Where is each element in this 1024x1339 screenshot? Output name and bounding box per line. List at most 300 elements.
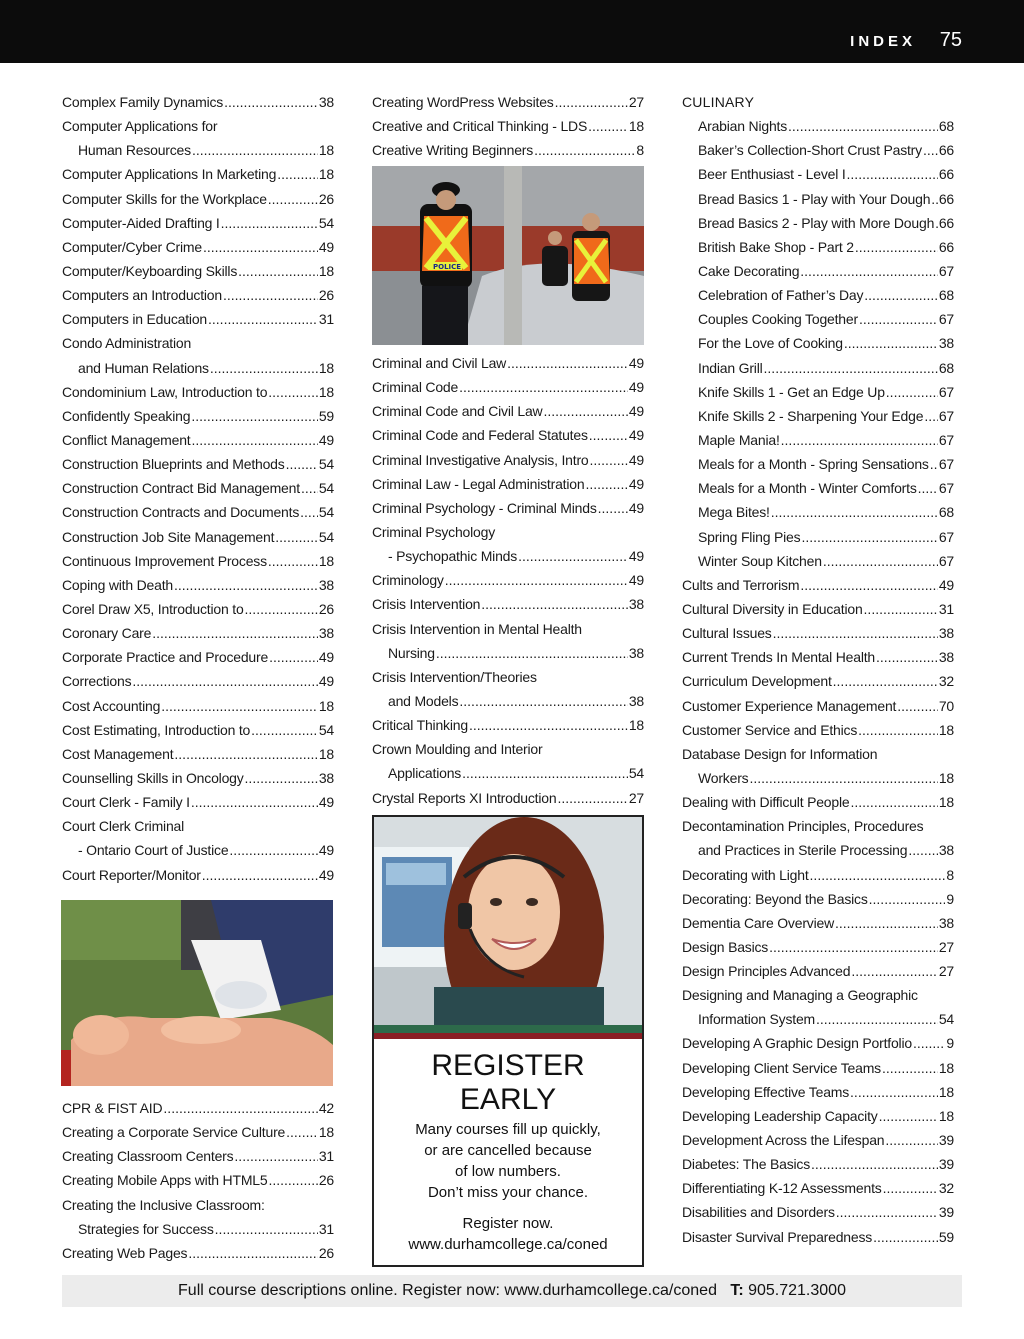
dot-leader — [238, 259, 318, 283]
dot-leader — [908, 838, 937, 862]
entry-title: Conflict Management — [62, 431, 191, 448]
dot-leader — [203, 235, 318, 259]
entry-page-number: 26 — [318, 287, 334, 304]
index-entry — [682, 1225, 954, 1249]
index-entry — [62, 283, 334, 307]
index-list — [682, 114, 954, 1249]
index-entry — [682, 307, 954, 331]
entry-title: - Psychopathic Minds — [388, 548, 518, 565]
dot-leader — [859, 307, 938, 331]
entry-page-number: 38 — [938, 649, 954, 666]
index-entry — [372, 472, 644, 496]
entry-page-number: 59 — [318, 407, 334, 424]
entry-page-number: 42 — [318, 1100, 334, 1116]
entry-title: Applications — [388, 765, 462, 782]
index-entry-heading: Court Clerk Criminal — [62, 818, 185, 835]
entry-title: CPR & FIST AID — [62, 1100, 163, 1116]
index-list — [372, 351, 644, 810]
dot-leader — [152, 621, 318, 645]
dot-leader — [585, 472, 627, 496]
index-entry — [62, 259, 334, 283]
index-entry — [682, 404, 954, 428]
entry-page-number: 18 — [318, 697, 334, 714]
entry-title: Corporate Practice and Procedure — [62, 649, 269, 666]
dot-leader — [800, 573, 938, 597]
index-column-2 — [372, 90, 644, 162]
entry-page-number: 39 — [938, 1204, 954, 1221]
entry-page-number: 67 — [938, 528, 954, 545]
entry-title: Customer Experience Management — [682, 697, 897, 714]
entry-title: Design Principles Advanced — [682, 963, 851, 980]
entry-title: Decorating with Light — [682, 866, 809, 883]
entry-title: Decorating: Beyond the Basics — [682, 890, 868, 907]
index-entry — [62, 1096, 334, 1120]
dot-leader — [930, 452, 938, 476]
entry-title: Maple Mania! — [698, 431, 780, 448]
index-entry — [372, 568, 644, 592]
entry-page-number: 54 — [318, 214, 334, 231]
entry-page-number: 49 — [318, 649, 334, 666]
dot-leader — [268, 549, 318, 573]
entry-page-number: 39 — [938, 1132, 954, 1149]
entry-page-number: 49 — [628, 355, 644, 371]
index-entry-heading: Decontamination Principles, Procedures — [682, 818, 924, 835]
entry-title: Computer Applications In Marketing — [62, 166, 277, 183]
dot-leader — [816, 1007, 938, 1031]
index-entry — [62, 718, 334, 742]
entry-title: Creating Web Pages — [62, 1244, 188, 1261]
index-entry — [682, 863, 954, 887]
dot-leader — [301, 476, 318, 500]
entry-page-number: 66 — [938, 142, 954, 159]
dot-leader — [300, 500, 318, 524]
entry-title: Criminal Code and Federal Statutes — [372, 427, 588, 444]
entry-page-number: 49 — [318, 431, 334, 448]
index-entry — [682, 645, 954, 669]
index-entry — [682, 162, 954, 186]
dot-leader — [935, 211, 938, 235]
entry-title: Corel Draw X5, Introduction to — [62, 600, 244, 617]
entry-page-number: 18 — [318, 383, 334, 400]
call-centre-agent-photo — [374, 817, 642, 1039]
entry-page-number: 18 — [318, 262, 334, 279]
dot-leader — [234, 1144, 317, 1168]
dot-leader — [445, 568, 628, 592]
dot-leader — [192, 428, 318, 452]
entry-title: Couples Cooking Together — [698, 311, 858, 328]
dot-leader — [931, 187, 938, 211]
entry-title: Confidently Speaking — [62, 407, 191, 424]
index-entry — [62, 162, 334, 186]
entry-title: Construction Blueprints and Methods — [62, 456, 285, 473]
register-url-link[interactable]: www.durhamcollege.ca/coned — [408, 1236, 608, 1253]
index-entry — [372, 713, 644, 737]
entry-title: Creating Classroom Centers — [62, 1148, 234, 1165]
index-entry — [682, 114, 954, 138]
entry-title: Criminology — [372, 572, 444, 589]
index-entry — [682, 1031, 954, 1055]
entry-page-number: 67 — [938, 431, 954, 448]
dot-leader — [864, 283, 938, 307]
dot-leader — [800, 259, 938, 283]
index-entry — [682, 138, 954, 162]
entry-title: Customer Service and Ethics — [682, 721, 858, 738]
dot-leader — [191, 790, 318, 814]
entry-page-number: 66 — [938, 190, 954, 207]
dot-leader — [844, 331, 938, 355]
entry-page-number: 67 — [938, 480, 954, 497]
index-entry-heading: Condo Administration — [62, 335, 192, 352]
register-early-ad — [372, 815, 644, 1267]
dot-leader — [769, 935, 938, 959]
entry-title: Computer/Keyboarding Skills — [62, 262, 238, 279]
entry-title: Winter Soup Kitchen — [698, 552, 822, 569]
dot-leader — [286, 1120, 318, 1144]
entry-page-number: 38 — [318, 94, 334, 110]
entry-title: Creative and Critical Thinking - LDS — [372, 118, 588, 135]
dot-leader — [598, 496, 628, 520]
entry-title: Differentiating K-12 Assessments — [682, 1180, 882, 1197]
index-entry — [62, 500, 334, 524]
dot-leader — [589, 423, 628, 447]
dot-leader — [268, 187, 318, 211]
entry-title: Workers — [698, 769, 749, 786]
dot-leader — [215, 1217, 318, 1241]
dot-leader — [886, 380, 938, 404]
entry-title: Meals for a Month - Spring Sensations — [698, 456, 929, 473]
dot-leader — [833, 669, 938, 693]
index-entry — [62, 694, 334, 718]
entry-page-number: 38 — [628, 692, 644, 709]
entry-title: Computer/Cyber Crime — [62, 238, 202, 255]
entry-page-number: 38 — [628, 644, 644, 661]
entry-page-number: 38 — [938, 914, 954, 931]
index-entry — [62, 1120, 334, 1144]
entry-page-number: 18 — [318, 166, 334, 183]
dot-leader — [810, 863, 946, 887]
entry-title: Knife Skills 2 - Sharpening Your Edge — [698, 407, 924, 424]
entry-page-number: 18 — [318, 745, 334, 762]
dot-leader — [781, 428, 938, 452]
dot-leader — [883, 1176, 938, 1200]
index-entry — [682, 959, 954, 983]
entry-page-number: 39 — [938, 1156, 954, 1173]
entry-title: Construction Contracts and Documents — [62, 504, 300, 521]
index-entry — [372, 138, 644, 162]
index-list — [62, 90, 334, 887]
entry-title: British Bake Shop - Part 2 — [698, 238, 854, 255]
dot-leader — [771, 500, 938, 524]
entry-page-number: 9 — [946, 1035, 954, 1052]
category-heading: CULINARY — [682, 94, 755, 110]
entry-title: Cultural Diversity in Education — [682, 600, 863, 617]
entry-page-number: 49 — [628, 427, 644, 444]
entry-page-number: 68 — [938, 287, 954, 304]
entry-page-number: 66 — [938, 166, 954, 183]
index-entry-heading: Database Design for Information — [682, 745, 878, 762]
entry-title: Cake Decorating — [698, 262, 800, 279]
index-entry — [682, 790, 954, 814]
dot-leader — [202, 863, 318, 887]
index-entry — [682, 911, 954, 935]
entry-page-number: 54 — [318, 528, 334, 545]
entry-title: Information System — [698, 1011, 815, 1028]
index-entry — [372, 592, 644, 616]
entry-title: Corrections — [62, 673, 132, 690]
entry-page-number: 49 — [318, 794, 334, 811]
entry-title: Court Reporter/Monitor — [62, 866, 201, 883]
entry-title: Construction Job Site Management — [62, 528, 275, 545]
dot-leader — [590, 448, 628, 472]
index-entry — [682, 452, 954, 476]
dot-leader — [191, 404, 318, 428]
dot-leader — [245, 766, 318, 790]
dot-leader — [518, 544, 628, 568]
entry-title: Computer-Aided Drafting I — [62, 214, 220, 231]
index-entry — [62, 211, 334, 235]
entry-title: Current Trends In Mental Health — [682, 649, 876, 666]
footer-phone-label: T: — [730, 1282, 744, 1299]
entry-title: Developing Client Service Teams — [682, 1059, 881, 1076]
index-entry — [682, 259, 954, 283]
entry-page-number: 54 — [628, 765, 644, 782]
index-entry — [682, 1007, 954, 1031]
dot-leader — [221, 211, 318, 235]
entry-page-number: 26 — [318, 1244, 334, 1261]
entry-title: Cults and Terrorism — [682, 576, 800, 593]
page-number: 75 — [939, 29, 962, 51]
entry-title: Continuous Improvement Process — [62, 552, 267, 569]
dot-leader — [850, 790, 937, 814]
entry-page-number: 67 — [938, 407, 954, 424]
entry-title: Cost Estimating, Introduction to — [62, 721, 251, 738]
entry-page-number: 18 — [628, 717, 644, 734]
entry-page-number: 38 — [938, 625, 954, 642]
index-entry — [372, 496, 644, 520]
entry-page-number: 18 — [318, 552, 334, 569]
dot-leader — [208, 307, 318, 331]
register-early-title: REGISTER EARLY — [431, 1049, 585, 1116]
entry-title: Creative Writing Beginners — [372, 142, 534, 159]
index-entry — [682, 1128, 954, 1152]
entry-title: Diabetes: The Basics — [682, 1156, 811, 1173]
entry-page-number: 26 — [318, 600, 334, 617]
dot-leader — [245, 597, 318, 621]
index-entry — [62, 742, 334, 766]
entry-title: Development Across the Lifespan — [682, 1132, 885, 1149]
index-entry — [62, 452, 334, 476]
index-entry — [682, 211, 954, 235]
dot-leader — [773, 621, 938, 645]
index-entry — [682, 525, 954, 549]
index-entry — [372, 375, 644, 399]
entry-title: Design Basics — [682, 938, 769, 955]
index-entry — [62, 645, 334, 669]
dot-leader — [224, 90, 318, 114]
entry-title: Arabian Nights — [698, 118, 788, 135]
index-entry — [682, 694, 954, 718]
dot-leader — [436, 641, 628, 665]
entry-page-number: 49 — [628, 499, 644, 516]
entry-title: Knife Skills 1 - Get an Edge Up — [698, 383, 885, 400]
dot-leader — [462, 761, 628, 785]
dot-leader — [163, 1096, 317, 1120]
entry-page-number: 67 — [938, 383, 954, 400]
page-header — [0, 0, 1024, 63]
entry-title: Complex Family Dynamics — [62, 94, 224, 110]
index-entry — [372, 544, 644, 568]
entry-page-number: 67 — [938, 262, 954, 279]
entry-title: Crisis Intervention — [372, 596, 481, 613]
index-entry — [682, 1176, 954, 1200]
dot-leader — [192, 138, 318, 162]
index-entry — [62, 573, 334, 597]
dot-leader — [268, 1168, 317, 1192]
index-entry — [62, 428, 334, 452]
entry-title: Counselling Skills in Oncology — [62, 769, 244, 786]
police-vest-label: POLICE — [433, 263, 462, 271]
entry-title: Strategies for Success — [78, 1220, 214, 1237]
index-entry — [682, 669, 954, 693]
entry-title: - Ontario Court of Justice — [78, 842, 229, 859]
entry-title: Cultural Issues — [682, 625, 772, 642]
entry-title: Cost Accounting — [62, 697, 161, 714]
entry-page-number: 8 — [636, 142, 644, 159]
entry-page-number: 54 — [318, 721, 334, 738]
entry-page-number: 18 — [938, 721, 954, 738]
index-entry — [682, 235, 954, 259]
dot-leader — [836, 1200, 938, 1224]
dot-leader — [459, 689, 627, 713]
index-entry — [62, 1241, 334, 1265]
index-entry — [372, 786, 644, 810]
entry-title: Creating Mobile Apps with HTML5 — [62, 1172, 268, 1189]
index-entry — [372, 399, 644, 423]
index-list — [62, 1096, 334, 1265]
dot-leader — [882, 1056, 938, 1080]
index-entry — [682, 1152, 954, 1176]
entry-title: Computers an Introduction — [62, 287, 222, 304]
dot-leader — [459, 375, 628, 399]
index-entry — [682, 331, 954, 355]
entry-title: and Practices in Sterile Processing — [698, 842, 908, 859]
dot-leader — [788, 114, 938, 138]
entry-page-number: 18 — [318, 359, 334, 376]
entry-title: Coronary Care — [62, 625, 152, 642]
entry-title: For the Love of Cooking — [698, 335, 843, 352]
dot-leader — [543, 399, 627, 423]
index-entry — [62, 235, 334, 259]
entry-page-number: 32 — [938, 1180, 954, 1197]
index-entry — [62, 766, 334, 790]
entry-page-number: 49 — [318, 842, 334, 859]
entry-title: and Models — [388, 692, 459, 709]
index-entry — [682, 718, 954, 742]
entry-page-number: 38 — [318, 625, 334, 642]
dot-leader — [918, 476, 938, 500]
entry-page-number: 67 — [938, 311, 954, 328]
entry-page-number: 49 — [938, 576, 954, 593]
dot-leader — [481, 592, 628, 616]
dot-leader — [269, 645, 318, 669]
entry-page-number: 32 — [938, 673, 954, 690]
entry-title: Meals for a Month - Winter Comforts — [698, 480, 917, 497]
police-officers-photo — [372, 166, 644, 345]
index-entry — [682, 187, 954, 211]
entry-title: Developing Effective Teams — [682, 1083, 850, 1100]
index-entry — [682, 838, 954, 862]
entry-title: Criminal and Civil Law — [372, 355, 507, 371]
index-entry-heading: Crisis Intervention/Theories — [372, 668, 537, 685]
entry-title: Computers in Education — [62, 311, 208, 328]
entry-page-number: 54 — [318, 504, 334, 521]
entry-page-number: 8 — [946, 866, 954, 883]
index-entry — [62, 863, 334, 887]
entry-title: Creating a Corporate Service Culture — [62, 1124, 286, 1141]
index-entry — [682, 283, 954, 307]
entry-title: Computer Skills for the Workplace — [62, 190, 267, 207]
dot-leader — [923, 138, 938, 162]
dot-leader — [864, 597, 938, 621]
index-entry — [62, 138, 334, 162]
index-entry — [682, 573, 954, 597]
index-entry — [682, 887, 954, 911]
entry-page-number: 38 — [318, 769, 334, 786]
entry-page-number: 27 — [938, 963, 954, 980]
entry-title: Bread Basics 2 - Play with More Dough — [698, 214, 935, 231]
index-entry — [62, 307, 334, 331]
entry-title: Celebration of Father’s Day — [698, 287, 864, 304]
entry-title: and Human Relations — [78, 359, 209, 376]
entry-title: Court Clerk - Family I — [62, 794, 190, 811]
dot-leader — [557, 786, 627, 810]
entry-page-number: 18 — [628, 118, 644, 135]
entry-title: Developing A Graphic Design Portfolio — [682, 1035, 912, 1052]
cpr-training-photo — [61, 900, 333, 1086]
entry-title: Coping with Death — [62, 576, 173, 593]
entry-page-number: 18 — [938, 1107, 954, 1124]
entry-page-number: 49 — [628, 403, 644, 420]
index-entry — [372, 423, 644, 447]
footer-phone: 905.721.3000 — [748, 1282, 846, 1299]
dot-leader — [534, 138, 635, 162]
dot-leader — [174, 742, 317, 766]
index-entry — [682, 1080, 954, 1104]
entry-title: Criminal Psychology - Criminal Minds — [372, 499, 597, 516]
entry-title: Cost Management — [62, 745, 174, 762]
entry-page-number: 49 — [318, 238, 334, 255]
entry-page-number: 54 — [318, 480, 334, 497]
dot-leader — [188, 1241, 317, 1265]
index-entry — [62, 597, 334, 621]
entry-page-number: 27 — [628, 94, 644, 110]
index-column-2-lower — [372, 351, 644, 810]
entry-page-number: 38 — [628, 596, 644, 613]
entry-page-number: 49 — [318, 673, 334, 690]
entry-title: Human Resources — [78, 142, 191, 159]
entry-title: Indian Grill — [698, 359, 763, 376]
entry-title: Crystal Reports XI Introduction — [372, 789, 557, 806]
index-entry — [682, 597, 954, 621]
entry-title: Mega Bites! — [698, 504, 770, 521]
index-entry — [372, 114, 644, 138]
index-entry — [62, 1217, 334, 1241]
dot-leader — [851, 959, 937, 983]
entry-page-number: 67 — [938, 552, 954, 569]
entry-page-number: 59 — [938, 1228, 954, 1245]
index-entry-heading: Crown Moulding and Interior — [372, 741, 543, 758]
index-entry-heading: Computer Applications for — [62, 118, 218, 135]
